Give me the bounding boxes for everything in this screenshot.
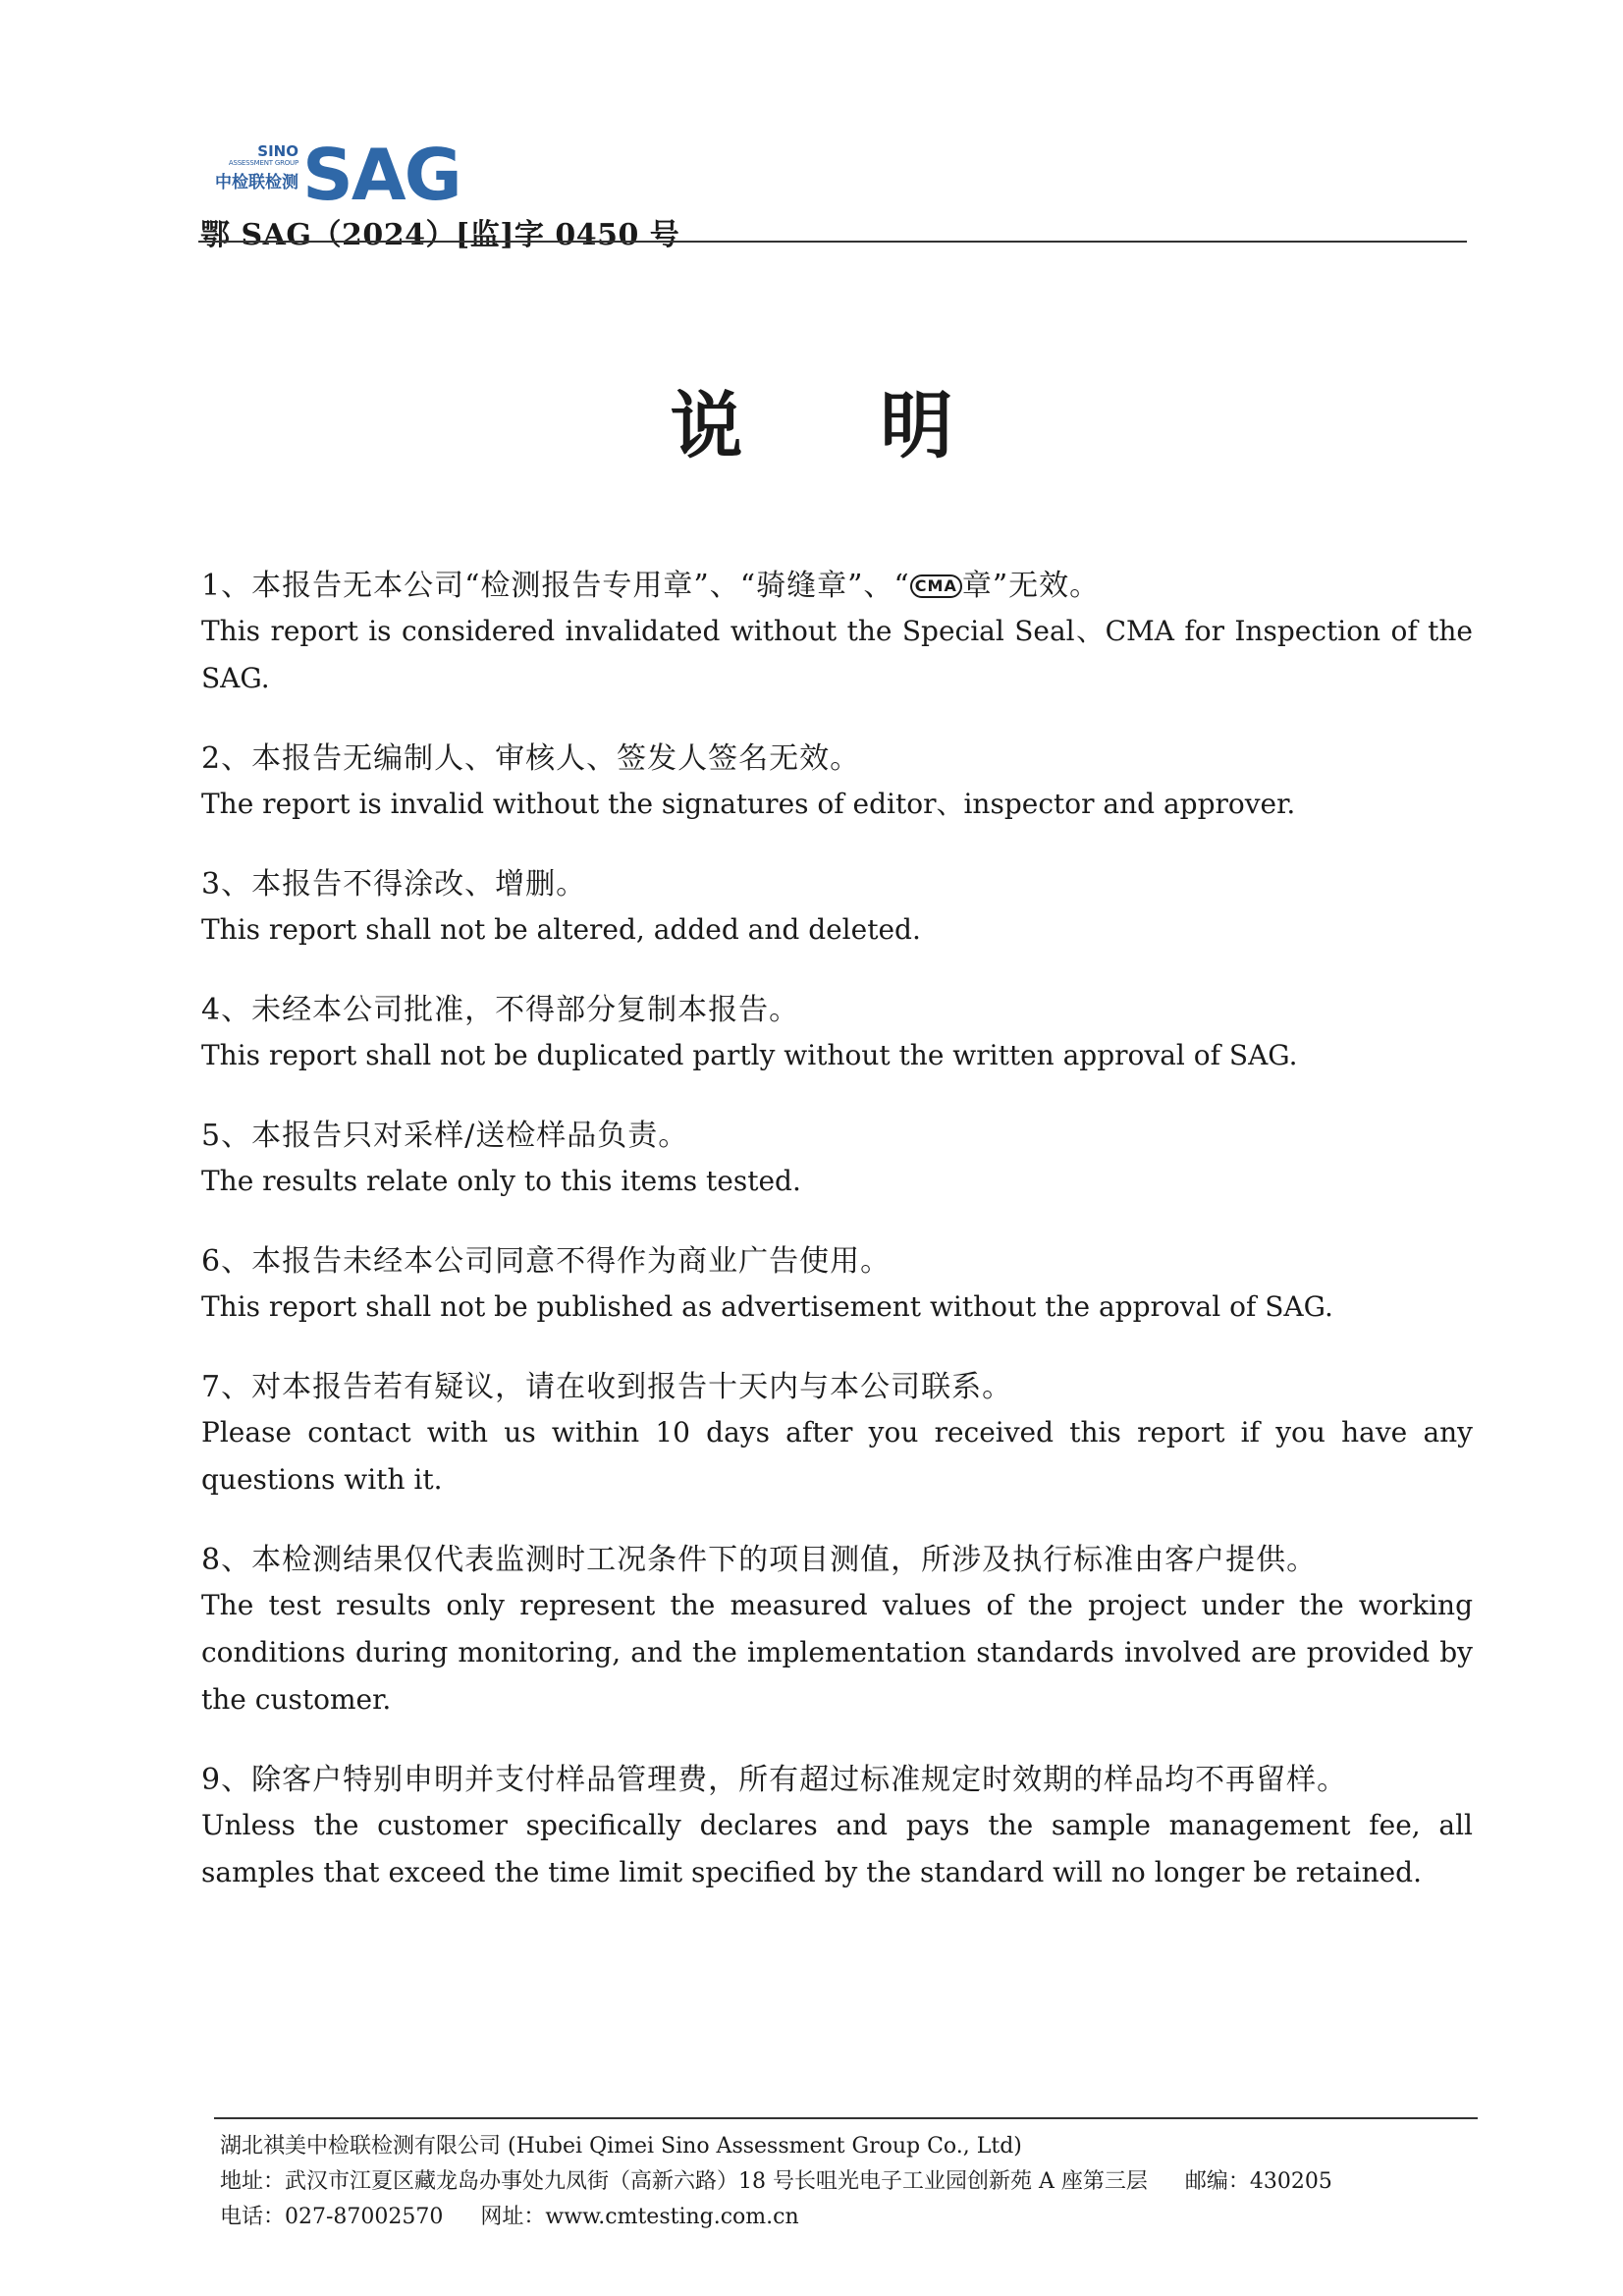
- note-chinese: 5、本报告只对采样/送检样品负责。: [201, 1119, 689, 1153]
- note-chinese: [201, 565, 1473, 608]
- note-item-7: [201, 1366, 1473, 1503]
- note-chinese-text: 1、本报告无本公司“检测报告专用章”、“骑缝章”、“: [201, 569, 910, 603]
- note-chinese: 3、本报告不得涂改、增删。: [201, 867, 587, 902]
- note-english: The results relate only to this items tested.: [201, 1165, 801, 1197]
- note-item-2: [201, 738, 1473, 828]
- footer-contact-line: [220, 2200, 1477, 2235]
- note-english: This report shall not be duplicated partly without the written approval of SAG.: [201, 1039, 1298, 1071]
- footer-divider: [214, 2117, 1478, 2119]
- footer-website: 网址：www.cmtesting.com.cn: [480, 2205, 799, 2229]
- page-title: 说明: [670, 384, 1091, 468]
- note-english: Unless the customer specifically declares and pays the sample management fee, all samples that exceed the time limit specified by the standard will no longer be retained.: [201, 1809, 1473, 1888]
- footer-company: 湖北祺美中检联检测有限公司 (Hubei Qimei Sino Assessment Group Co., Ltd): [220, 2134, 1022, 2159]
- note-chinese: 2、本报告无编制人、审核人、签发人签名无效。: [201, 741, 861, 776]
- note-item-8: [201, 1539, 1473, 1723]
- note-item-6: [201, 1240, 1473, 1331]
- note-english: This report shall not be altered, added and deleted.: [201, 913, 921, 946]
- note-english: This report shall not be published as advertisement without the approval of SAG.: [201, 1290, 1333, 1323]
- footer-address-line: [220, 2164, 1477, 2200]
- note-item-9: [201, 1759, 1473, 1896]
- logo-text-block: [208, 143, 298, 193]
- note-chinese-text-end: 章”无效。: [961, 569, 1101, 603]
- note-english: This report is considered invalidated without the Special Seal、CMA for Inspection of the SAG.: [201, 615, 1473, 694]
- cma-seal-icon: CMA: [910, 574, 962, 598]
- document-number: 鄂 SAG（2024）[监]字 0450 号: [200, 218, 680, 252]
- logo-sino: SINO: [257, 142, 298, 160]
- footer-postcode: 邮编：430205: [1184, 2169, 1332, 2194]
- note-chinese: 9、除客户特别申明并支付样品管理费，所有超过标准规定时效期的样品均不再留样。: [201, 1763, 1348, 1797]
- note-chinese: 6、本报告未经本公司同意不得作为商业广告使用。: [201, 1244, 892, 1279]
- note-item-4: [201, 989, 1473, 1079]
- footer-phone: 电话：027-87002570: [220, 2205, 444, 2229]
- note-english: Please contact with us within 10 days after you received this report if you have any questions with it.: [201, 1416, 1473, 1496]
- note-item-3: [201, 863, 1473, 954]
- note-english: The test results only represent the measured values of the project under the working conditions during monitoring, and the implementation standards involved are provided by the customer.: [201, 1589, 1473, 1716]
- note-chinese: 8、本检测结果仅代表监测时工况条件下的项目测值，所涉及执行标准由客户提供。: [201, 1543, 1318, 1577]
- company-logo: [208, 134, 460, 216]
- note-chinese: 4、未经本公司批准，不得部分复制本报告。: [201, 993, 800, 1027]
- page-footer: [220, 2129, 1477, 2235]
- logo-chinese-name: 中检联检测: [215, 173, 298, 192]
- note-item-1: [201, 565, 1473, 702]
- note-english: The report is invalid without the signatures of editor、inspector and approver.: [201, 788, 1296, 820]
- note-chinese: 7、对本报告若有疑议，请在收到报告十天内与本公司联系。: [201, 1370, 1013, 1404]
- footer-address: 地址：武汉市江夏区藏龙岛办事处九凤街（高新六路）18 号长咀光电子工业园创新苑 A 座第三层: [220, 2169, 1148, 2194]
- logo-assessment-group: ASSESSMENT GROUP: [228, 159, 298, 167]
- notes-list: [201, 565, 1473, 1932]
- logo-sag-mark: SAG: [302, 134, 460, 216]
- header-divider: [198, 241, 1467, 243]
- note-item-5: [201, 1115, 1473, 1205]
